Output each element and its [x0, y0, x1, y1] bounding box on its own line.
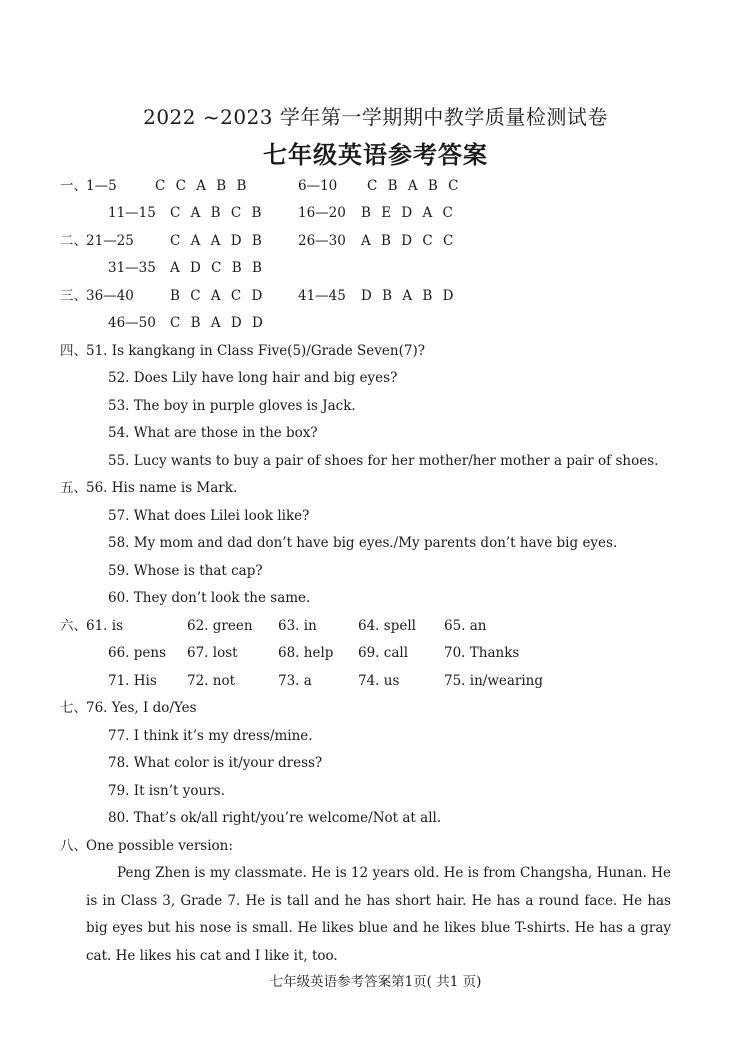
s4-item-52: 52. Does Lily have long hair and big eyes?	[108, 370, 398, 386]
s2-range-1: 21—25	[86, 233, 134, 249]
section-8-label: 八、	[60, 838, 87, 854]
s6-item-65: 65. an	[444, 618, 487, 634]
s6-item-70: 70. Thanks	[444, 645, 520, 661]
s6-item-66: 66. pens	[108, 645, 167, 661]
s4-item-54: 54. What are those in the box?	[108, 425, 318, 441]
s6-item-72: 72. not	[187, 673, 236, 689]
s1-range-2: 6—10	[298, 178, 338, 194]
page-footer: 七年级英语参考答案第1页( 共1 页)	[269, 974, 482, 990]
s2-answers-1: C A A D B	[170, 233, 265, 249]
s6-item-69: 69. call	[358, 645, 409, 661]
s8-intro: One possible version:	[86, 838, 233, 854]
section-3-label: 三、	[60, 288, 87, 304]
s6-item-64: 64. spell	[358, 618, 416, 634]
s7-item-78: 78. What color is it/your dress?	[108, 755, 323, 771]
s4-item-51: 51. Is kangkang in Class Five(5)/Grade Seven(7)?	[86, 343, 425, 359]
s5-item-57: 57. What does Lilei look like?	[108, 508, 310, 524]
s7-item-76: 76. Yes, I do/Yes	[86, 700, 197, 716]
s4-item-53: 53. The boy in purple gloves is Jack.	[108, 398, 356, 414]
s6-item-71: 71. His	[108, 673, 157, 689]
s7-item-80: 80. That’s ok/all right/you’re welcome/Not at all.	[108, 810, 442, 826]
s6-item-68: 68. help	[278, 645, 334, 661]
exam-title: 2022 ~2023 学年第一学期期中教学质量检测试卷	[143, 105, 608, 129]
s5-item-56: 56. His name is Mark.	[86, 480, 238, 496]
s3-answers-3: C B A D D	[170, 315, 266, 331]
s2-answers-3: A D C B B	[170, 260, 265, 276]
s3-range-2: 41—45	[298, 288, 346, 304]
s1-range-4: 16—20	[298, 205, 346, 221]
s6-item-75: 75. in/wearing	[444, 673, 544, 689]
s6-item-62: 62. green	[187, 618, 253, 634]
section-2-label: 二、	[60, 233, 87, 249]
s3-answers-2: D B A B D	[361, 288, 457, 304]
s5-item-59: 59. Whose is that cap?	[108, 563, 263, 579]
s2-range-3: 31—35	[108, 260, 156, 276]
s6-item-67: 67. lost	[187, 645, 238, 661]
s2-answers-2: A B D C C	[361, 233, 457, 249]
s5-item-60: 60. They don’t look the same.	[108, 590, 311, 606]
section-4-label: 四、	[60, 343, 87, 359]
s5-item-58: 58. My mom and dad don’t have big eyes./My parents don’t have big eyes.	[108, 535, 618, 551]
s6-item-61: 61. is	[86, 618, 124, 634]
s1-answers-1: C C A B B	[155, 178, 250, 194]
s1-answers-4: B E D A C	[361, 205, 456, 221]
s6-item-74: 74. us	[358, 673, 400, 689]
s2-range-2: 26—30	[298, 233, 346, 249]
s8-essay: Peng Zhen is my classmate. He is 12 years old. He is from Changsha, Hunan. He is in Class 3, Grade 7. He is tall and he has short hair. He has a round face. He has big eyes but his nose is small. He likes blue and he likes blue T-shirts. He has a gray cat. He likes his cat and I like it, too.	[86, 865, 671, 964]
s1-range-1: 1—5	[86, 178, 117, 194]
section-7-label: 七、	[60, 700, 87, 716]
s6-item-63: 63. in	[278, 618, 317, 634]
s3-range-1: 36—40	[86, 288, 134, 304]
s1-answers-2: C B A B C	[367, 178, 462, 194]
s6-item-73: 73. a	[278, 673, 312, 689]
section-5-label: 五、	[60, 480, 87, 496]
s3-answers-1: B C A C D	[170, 288, 266, 304]
s3-range-3: 46—50	[108, 315, 156, 331]
s1-answers-3: C A B C B	[170, 205, 265, 221]
section-6-label: 六、	[60, 618, 87, 634]
s1-range-3: 11—15	[108, 205, 156, 221]
s7-item-77: 77. I think it’s my dress/mine.	[108, 728, 313, 744]
s4-item-55: 55. Lucy wants to buy a pair of shoes for her mother/her mother a pair of shoes.	[108, 453, 659, 469]
s7-item-79: 79. It isn’t yours.	[108, 783, 225, 799]
answer-key-title: 七年级英语参考答案	[263, 140, 488, 169]
section-1-label: 一、	[60, 178, 87, 194]
